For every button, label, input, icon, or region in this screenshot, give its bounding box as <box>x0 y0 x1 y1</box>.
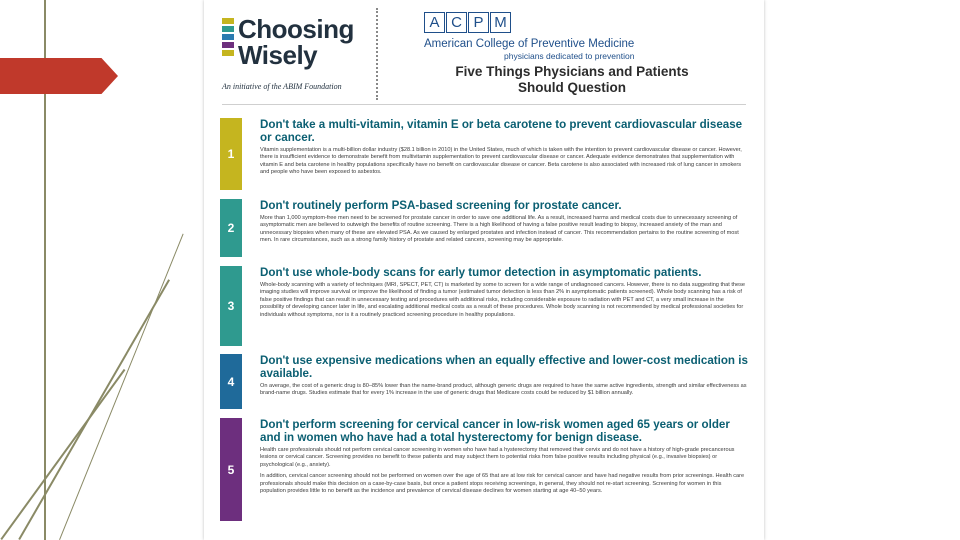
decorative-line <box>59 234 184 540</box>
logo-color-bar <box>222 18 234 24</box>
logo-color-bar <box>222 42 234 48</box>
recommendation-number: 1 <box>220 118 242 190</box>
page-title: Five Things Physicians and Patients Should Question <box>455 64 689 95</box>
acpm-letter: C <box>446 12 467 33</box>
acpm-letter: P <box>468 12 489 33</box>
recommendation-item <box>220 118 748 190</box>
choosing-wisely-wordmark: Choosing Wisely <box>238 14 354 70</box>
logo-color-bar <box>222 34 234 40</box>
recommendation-text: Whole-body scanning with a variety of techniques (MRI, SPECT, PET, CT) is marketed by some to screen for a wide range of undiagnosed cancers. However, there is no data suggesting that these imaging studies will improve survival or improve the likelihood of finding a tumor (estimated tumor detection is less than 2% in asymptomatic patients screened). Whole body scanning has a risk of false positive findings that can result in unnecessary testing and procedures with additional risks, including considerable exposure to radiation with PET and CT, a very small increase in the possibility of developing cancer later in life, and escalating additional medical costs as a result of these procedures. Whole body scanning is not recommended by medical professional societies for individuals without symptoms, nor is it a routinely practiced screening procedure in healthy populations. <box>260 282 746 318</box>
recommendation-title: Don't use whole-body scans for early tumor detection in asymptomatic patients. <box>260 266 702 279</box>
recommendation-item <box>220 266 748 346</box>
recommendation-number: 2 <box>220 199 242 257</box>
acpm-tagline: physicians dedicated to prevention <box>504 51 635 61</box>
acpm-logo <box>424 12 512 33</box>
recommendation-title: Don't take a multi-vitamin, vitamin E or beta carotene to prevent cardiovascular disease or cancer. <box>260 118 743 144</box>
header-divider <box>222 104 746 105</box>
recommendation-number: 5 <box>220 418 242 521</box>
logo-color-bars <box>222 18 234 58</box>
recommendation-number: 4 <box>220 354 242 409</box>
recommendation-body <box>260 118 748 177</box>
recommendation-number: 3 <box>220 266 242 346</box>
recommendation-text: In addition, cervical cancer screening should not be performed on women over the age of 65 that are at low risk for cervical cancer and have had negative results from prior screenings. Health care professionals should make this decision on a case-by-case basis, but once a patient stops receiving screenings, in general, they should not re-start screening. Screening for women in this population provides little to no benefit as the incidence and prevalence of cervical disease declines for women starting at age 40–50 years. <box>260 473 745 495</box>
recommendation-text: On average, the cost of a generic drug is 80–85% lower than the name-brand product, although generic drugs are required to have the same active ingredients, strength and similar effectiveness as brand-name drugs. Studies estimate that for every 1% increase in the use of generic drugs that Medicare costs could be reduced by $1 billion annually. <box>260 383 747 397</box>
decorative-line <box>0 369 125 540</box>
recommendation-text: More than 1,000 symptom-free men need to be screened for prostate cancer in order to save one additional life. As a result, increased harms and medical costs due to unnecessary screening of asymptomatic men are believed to outweigh the benefits of routine screening. There is a high likelihood of having a false positive result leading to biopsy, increased anxiety of the man and unnecessary biopsies when many of these are elevated PSA. As we caused by enlarged prostates and infection instead of cancer. This recommendation pertains to the routine screening of most men. In rare circumstances, such as a strong family history of prostate and related cancers, screening may be appropriate. <box>260 215 739 244</box>
slide-tab-marker <box>0 58 118 94</box>
acpm-letter: A <box>424 12 445 33</box>
recommendation-body <box>260 199 748 245</box>
logo-divider <box>376 8 378 100</box>
recommendation-body <box>260 354 748 398</box>
recommendation-title: Don't routinely perform PSA-based screening for prostate cancer. <box>260 199 622 212</box>
acpm-letter: M <box>490 12 511 33</box>
choosing-wisely-tagline: An initiative of the ABIM Foundation <box>222 82 342 91</box>
recommendation-title: Don't perform screening for cervical cancer in low-risk women aged 65 years or older and in women who have had a total hysterectomy for benign disease. <box>260 418 730 444</box>
recommendation-text: Vitamin supplementation is a multi-billion dollar industry ($28.1 billion in 2010) in the United States, much of which is taken with the intention to prevent cardiovascular disease or cancer. However, there is insufficient evidence to demonstrate benefit from multivitamin supplementation to prevent cardiovascular disease or cancer. Adequate evidence demonstrates that supplementation with vitamin E and beta carotene in healthy populations specifically have no benefit on cardiovascular disease or cancer. Beta carotene is also associated with increased risk of lung cancer in smokers and people who have been exposed to asbestos. <box>260 147 742 176</box>
logo-color-bar <box>222 26 234 32</box>
recommendation-item <box>220 199 748 257</box>
acpm-name: American College of Preventive Medicine <box>424 38 635 50</box>
document-page <box>204 0 764 540</box>
recommendation-title: Don't use expensive medications when an equally effective and lower-cost medication is available. <box>260 354 748 380</box>
recommendation-text: Health care professionals should not perform cervical cancer screening in women who have had a hysterectomy that removed their cervix and do not have a history of high-grade precancerous lesions or cervical cancer. Screening provides no benefit to these patients and may subject them to potential risks from false positive results including physical (e.g., invasive biopsies) or psychological (e.g., anxiety). <box>260 447 735 468</box>
recommendation-item <box>220 354 748 409</box>
logo-color-bar <box>222 50 234 56</box>
recommendation-body <box>260 266 748 319</box>
recommendation-body <box>260 418 748 495</box>
recommendation-item <box>220 418 748 521</box>
